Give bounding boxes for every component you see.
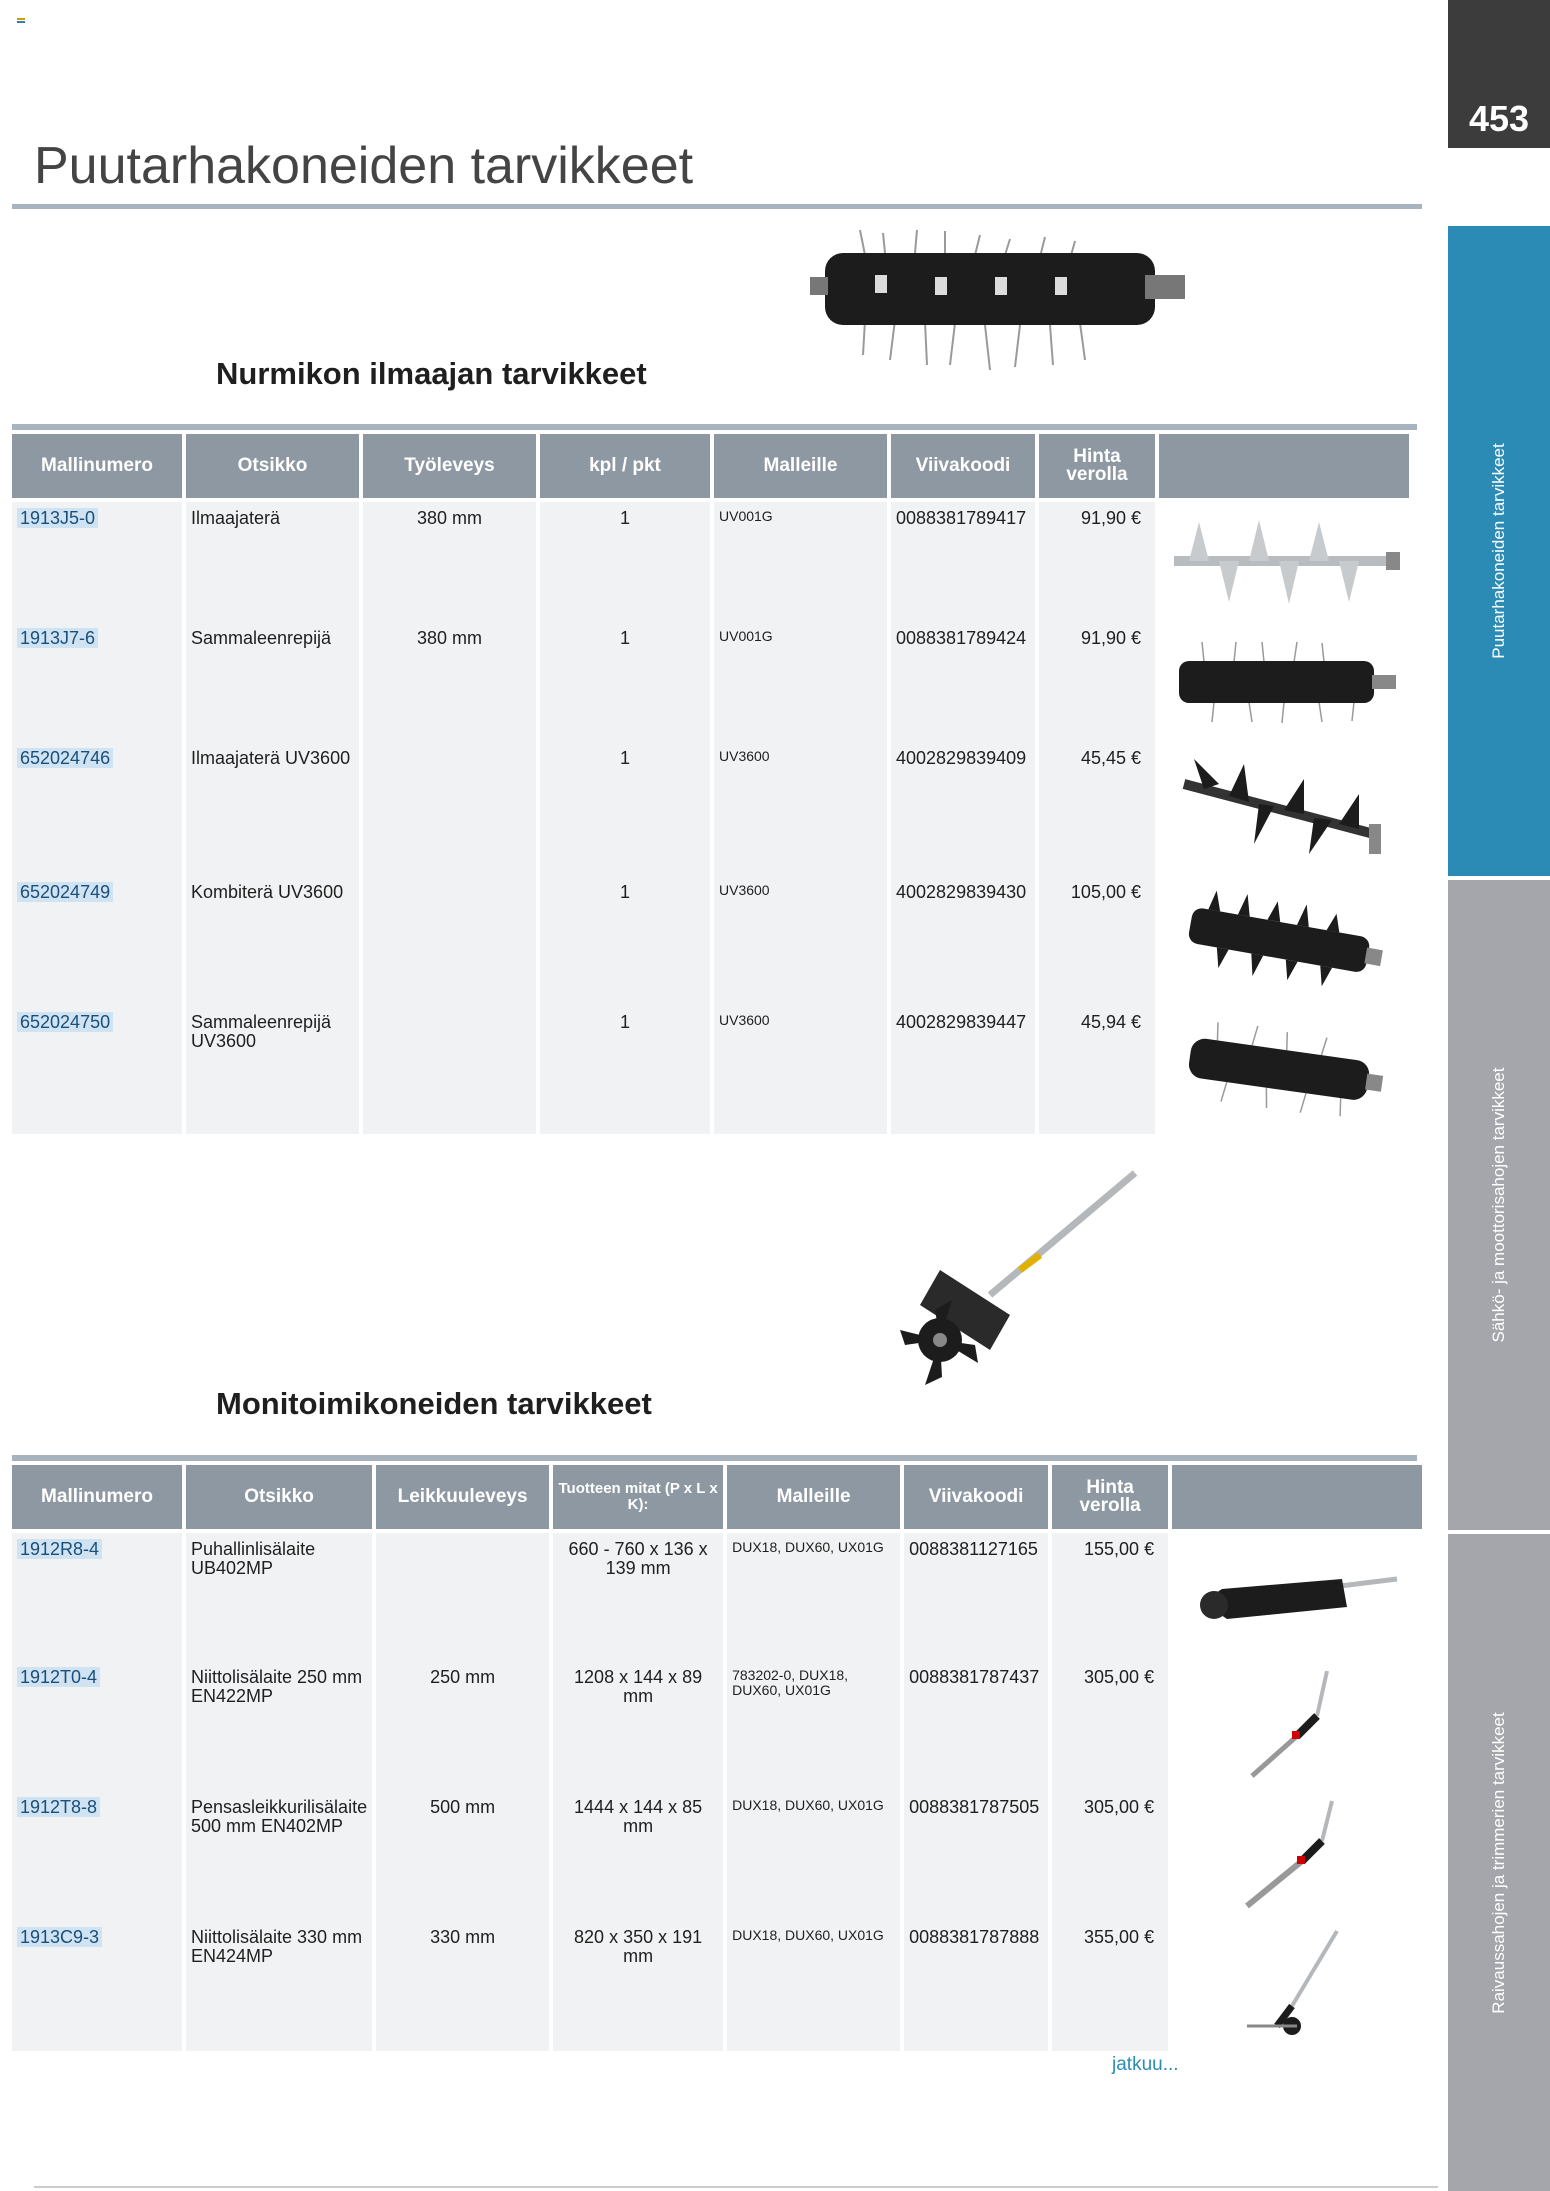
product-sku[interactable]: 652024746 (17, 748, 113, 768)
table-header-row (12, 1465, 1422, 1529)
page-title: Puutarhakoneiden tarvikkeet (34, 137, 694, 195)
table-row[interactable] (12, 1791, 1422, 1921)
product-price: 305,00 € (1052, 1791, 1168, 1921)
section-title-aerator: Nurmikon ilmaajan tarvikkeet (216, 356, 647, 391)
product-models: UV001G (714, 622, 887, 742)
table-row[interactable] (12, 1661, 1422, 1791)
header-image (1172, 1465, 1422, 1529)
product-dimensions: 1444 x 144 x 85 mm (553, 1791, 723, 1921)
product-width (363, 876, 536, 1006)
product-sku[interactable]: 1912T8-8 (17, 1797, 100, 1817)
product-barcode: 4002829839430 (891, 876, 1035, 1006)
title-divider (12, 204, 1422, 209)
combi-roller-icon (1174, 891, 1394, 991)
product-title: Sammaleenrepijä (186, 622, 359, 742)
hedge-trimmer-attachment-icon (1237, 1796, 1357, 1916)
product-sku[interactable]: 1913J7-6 (17, 628, 98, 648)
product-qty: 1 (540, 742, 710, 876)
table-row[interactable] (12, 502, 1409, 622)
product-title: Niittolisälaite 250 mm EN422MP (186, 1661, 372, 1791)
product-models: UV3600 (714, 742, 887, 876)
product-barcode: 0088381789417 (891, 502, 1035, 622)
header-sku: Mallinumero (12, 1465, 182, 1529)
product-barcode: 0088381789424 (891, 622, 1035, 742)
aerator-blade-icon (1174, 754, 1394, 864)
product-width: 380 mm (363, 622, 536, 742)
product-cut-width: 330 mm (376, 1921, 549, 2051)
product-barcode: 4002829839409 (891, 742, 1035, 876)
side-tab-label: Raivaussahojen ja trimmerien tarvikkeet (1489, 1711, 1508, 2014)
product-barcode: 0088381787505 (904, 1791, 1048, 1921)
continued-link[interactable]: jatkuu... (1112, 2054, 1179, 2075)
header-barcode: Viivakoodi (891, 434, 1035, 498)
header-qty: kpl / pkt (540, 434, 710, 498)
product-qty: 1 (540, 876, 710, 1006)
table-row[interactable] (12, 1921, 1422, 2051)
header-image (1159, 434, 1409, 498)
side-tab-label: Puutarhakoneiden tarvikkeet (1489, 443, 1508, 659)
section-title-multitool: Monitoimikoneiden tarvikkeet (216, 1386, 652, 1421)
side-tab-brushcutter-accessories[interactable] (1448, 1534, 1550, 2191)
table-row[interactable] (12, 622, 1409, 742)
product-sku[interactable]: 1913J5-0 (17, 508, 98, 528)
header-barcode: Viivakoodi (904, 1465, 1048, 1529)
logo-mark-icon (17, 18, 25, 24)
product-title: Kombiterä UV3600 (186, 876, 359, 1006)
header-sku: Mallinumero (12, 434, 182, 498)
edger-attachment-icon (1237, 1926, 1357, 2046)
product-width (363, 742, 536, 876)
product-models: DUX18, DUX60, UX01G (727, 1533, 900, 1661)
product-title: Ilmaajaterä UV3600 (186, 742, 359, 876)
product-price: 91,90 € (1039, 622, 1155, 742)
section-divider (12, 1455, 1417, 1461)
product-barcode: 0088381787888 (904, 1921, 1048, 2051)
product-cut-width: 250 mm (376, 1661, 549, 1791)
header-price: Hinta verolla (1052, 1465, 1168, 1529)
product-models: UV3600 (714, 876, 887, 1006)
scarifier-roller-icon (1164, 637, 1404, 727)
section-divider (12, 424, 1417, 430)
product-price: 45,94 € (1039, 1006, 1155, 1134)
aerator-accessories-table (8, 434, 1413, 1134)
product-title: Puhallinlisälaite UB402MP (186, 1533, 372, 1661)
header-dimensions: Tuotteen mitat (P x L x K): (553, 1465, 723, 1529)
header-models: Malleille (727, 1465, 900, 1529)
product-qty: 1 (540, 622, 710, 742)
header-title: Otsikko (186, 434, 359, 498)
header-width: Työleveys (363, 434, 536, 498)
product-sku[interactable]: 652024749 (17, 882, 113, 902)
page-number-tab (1448, 0, 1550, 148)
header-models: Malleille (714, 434, 887, 498)
product-models: UV3600 (714, 1006, 887, 1134)
product-title: Niittolisälaite 330 mm EN424MP (186, 1921, 372, 2051)
product-price: 355,00 € (1052, 1921, 1168, 2051)
blower-attachment-icon (1192, 1557, 1402, 1637)
page-number: 453 (1468, 98, 1530, 139)
scarifier-roller-icon (1174, 1020, 1394, 1120)
product-qty: 1 (540, 502, 710, 622)
product-title: Ilmaajaterä (186, 502, 359, 622)
table-row[interactable] (12, 876, 1409, 1006)
multitool-accessories-table (8, 1465, 1426, 2051)
product-barcode: 0088381127165 (904, 1533, 1048, 1661)
product-models: DUX18, DUX60, UX01G (727, 1791, 900, 1921)
product-models: DUX18, DUX60, UX01G (727, 1921, 900, 2051)
table-row[interactable] (12, 1533, 1422, 1661)
footer-divider (34, 2186, 1438, 2188)
aerator-blade-icon (1164, 512, 1404, 612)
product-models: UV001G (714, 502, 887, 622)
side-tab-label: Sähkö- ja moottorisahojen tarvikkeet (1489, 1067, 1508, 1343)
header-price: Hinta verolla (1039, 434, 1155, 498)
product-dimensions: 820 x 350 x 191 mm (553, 1921, 723, 2051)
product-barcode: 0088381787437 (904, 1661, 1048, 1791)
header-title: Otsikko (186, 1465, 372, 1529)
side-tab-saw-accessories[interactable] (1448, 880, 1550, 1530)
aerator-roller-hero-icon (805, 225, 1215, 390)
hedge-trimmer-attachment-icon (1237, 1666, 1357, 1786)
product-sku[interactable]: 652024750 (17, 1012, 113, 1032)
product-title: Pensasleikkurilisälaite 500 mm EN402MP (186, 1791, 372, 1921)
table-header-row (12, 434, 1409, 498)
product-models: 783202-0, DUX18, DUX60, UX01G (727, 1661, 900, 1791)
cultivator-attachment-hero-icon (880, 1165, 1150, 1415)
product-price: 45,45 € (1039, 742, 1155, 876)
table-row[interactable] (12, 742, 1409, 876)
product-cut-width: 500 mm (376, 1791, 549, 1921)
product-width (363, 1006, 536, 1134)
product-sku[interactable]: 1913C9-3 (17, 1927, 102, 1947)
product-sku[interactable]: 1912T0-4 (17, 1667, 100, 1687)
product-price: 105,00 € (1039, 876, 1155, 1006)
table-row[interactable] (12, 1006, 1409, 1134)
product-price: 305,00 € (1052, 1661, 1168, 1791)
product-dimensions: 1208 x 144 x 89 mm (553, 1661, 723, 1791)
product-title: Sammaleenrepijä UV3600 (186, 1006, 359, 1134)
product-qty: 1 (540, 1006, 710, 1134)
product-dimensions: 660 - 760 x 136 x 139 mm (553, 1533, 723, 1661)
product-width: 380 mm (363, 502, 536, 622)
product-sku[interactable]: 1912R8-4 (17, 1539, 102, 1559)
product-price: 155,00 € (1052, 1533, 1168, 1661)
product-price: 91,90 € (1039, 502, 1155, 622)
product-cut-width (376, 1533, 549, 1661)
header-cut-width: Leikkuuleveys (376, 1465, 549, 1529)
product-barcode: 4002829839447 (891, 1006, 1035, 1134)
side-tab-garden-accessories[interactable] (1448, 226, 1550, 876)
